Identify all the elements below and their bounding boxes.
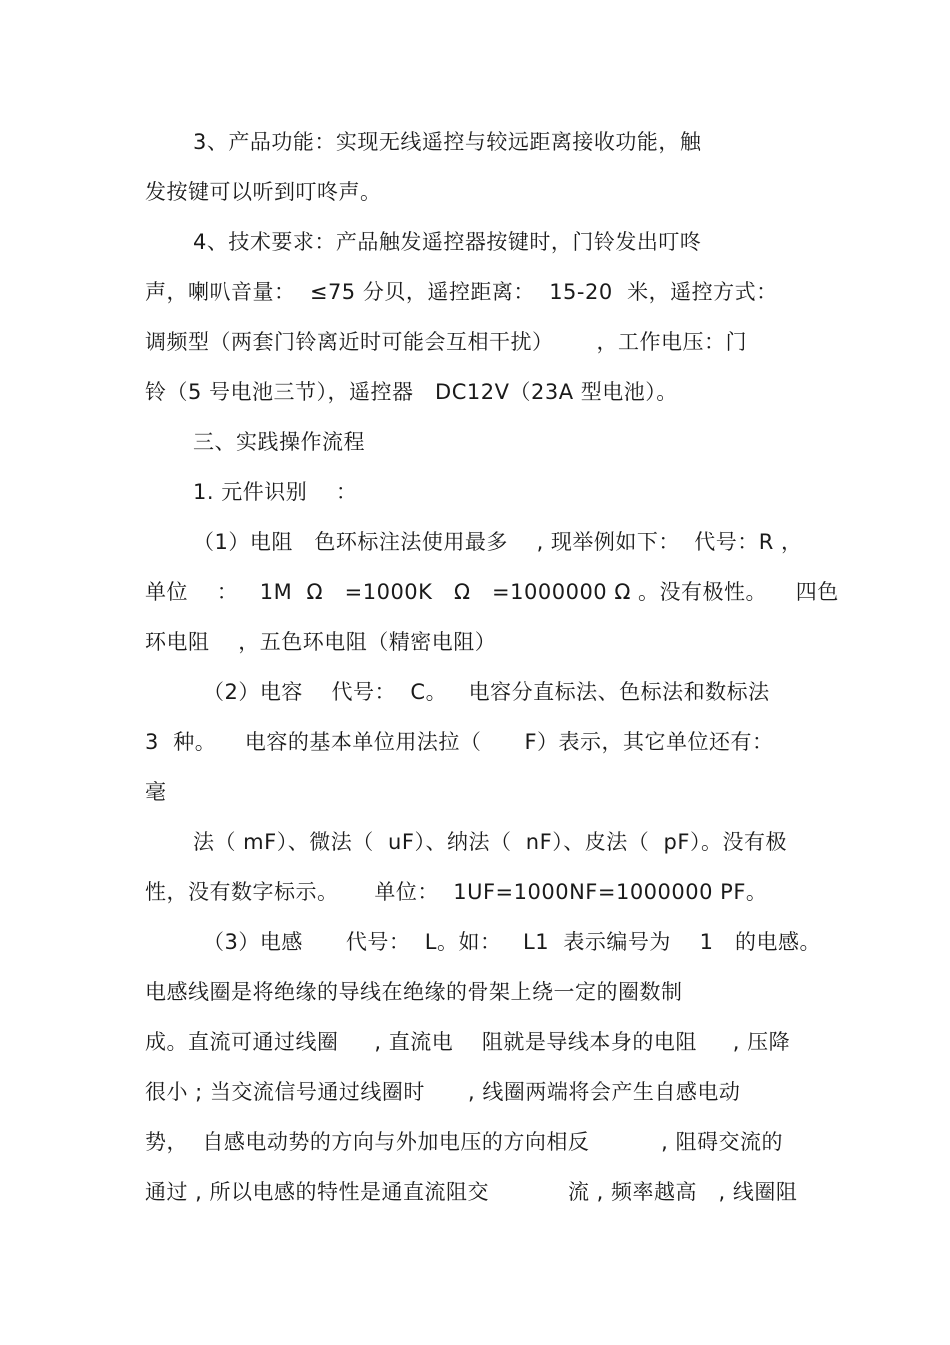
paragraph-line: （3）电感 代号： L。如： L1 表示编号为 1 的电感。 — [203, 930, 821, 954]
paragraph-line: 通过 , 所以电感的特性是通直流阻交 流 , 频率越高 , 线圈阻 — [145, 1180, 798, 1204]
paragraph-line: 性，没有数字标示。 单位： 1UF=1000NF=1000000 PF。 — [145, 880, 768, 904]
paragraph-line: 发按键可以听到叮咚声。 — [145, 180, 382, 204]
paragraph-line: 调频型（两套门铃离近时可能会互相干扰） ，工作电压：门 — [145, 330, 748, 354]
paragraph-line: 环电阻 ，五色环电阻（精密电阻） — [145, 630, 497, 654]
paragraph-line: 法（ mF）、微法（ uF）、纳法（ nF）、皮法（ pF）。没有极 — [193, 830, 787, 854]
subsection-heading: 1. 元件识别 ： — [193, 480, 358, 504]
paragraph-line: 声，喇叭音量： ≤75 分贝，遥控距离： 15-20 米，遥控方式： — [145, 280, 778, 304]
paragraph-line: 势， 自感电动势的方向与外加电压的方向相反 , 阻碍交流的 — [145, 1130, 783, 1154]
paragraph-line: 3 种。 电容的基本单位用法拉（ F）表示，其它单位还有： — [145, 730, 774, 754]
paragraph-line: 铃（5 号电池三节），遥控器 DC12V（23A 型电池）。 — [145, 380, 678, 404]
paragraph-line: 成。直流可通过线圈 , 直流电 阻就是导线本身的电阻 , 压降 — [145, 1030, 791, 1054]
paragraph-line: 3、产品功能：实现无线遥控与较远距离接收功能，触 — [193, 130, 702, 154]
paragraph-line: 很小 ; 当交流信号通过线圈时 , 线圈两端将会产生自感电动 — [145, 1080, 741, 1104]
paragraph-line: （1）电阻 色环标注法使用最多 , 现举例如下： 代号：R ， — [193, 530, 803, 554]
section-heading: 三、实践操作流程 — [193, 430, 365, 454]
paragraph-line: 4、技术要求：产品触发遥控器按键时，门铃发出叮咚 — [193, 230, 702, 254]
paragraph-line: 电感线圈是将绝缘的导线在绝缘的骨架上绕一定的圈数制 — [145, 980, 683, 1004]
paragraph-line: 毫 — [145, 780, 167, 804]
paragraph-line: （2）电容 代号： C。 电容分直标法、色标法和数标法 — [203, 680, 770, 704]
paragraph-line: 单位 ： 1M Ω =1000K Ω =1000000 Ω 。没有极性。 四色 — [145, 580, 839, 604]
